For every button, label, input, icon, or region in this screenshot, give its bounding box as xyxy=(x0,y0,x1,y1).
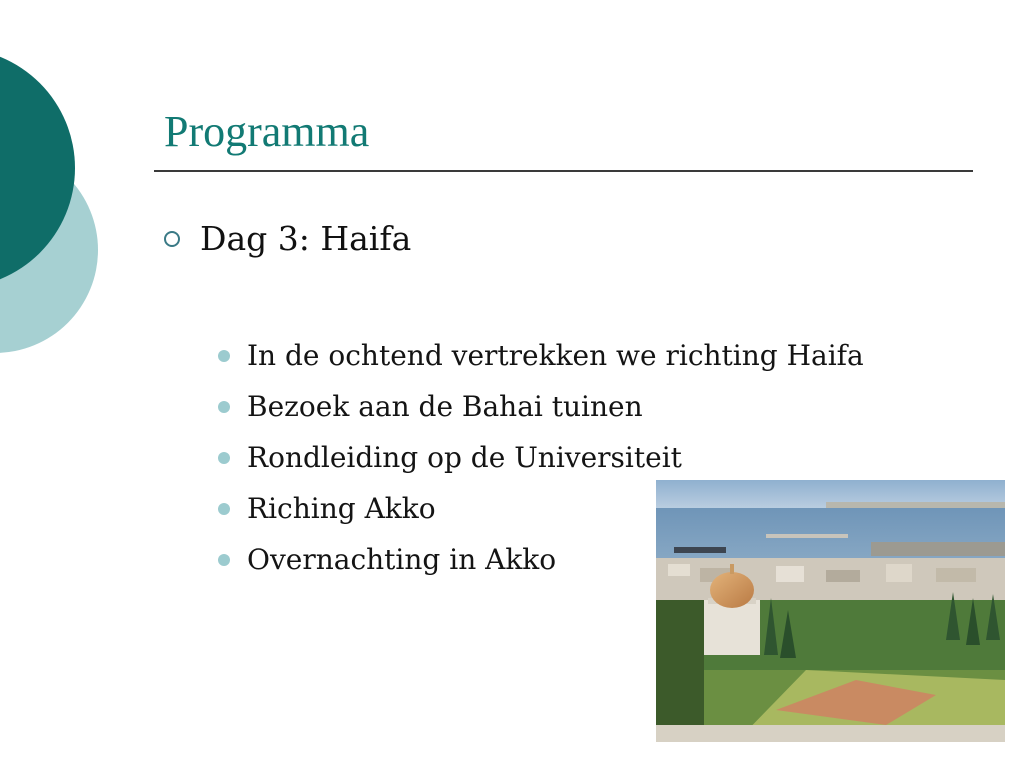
main-bullet-text: Dag 3: Haifa xyxy=(200,219,412,258)
dot-bullet-icon xyxy=(218,401,230,413)
haifa-gardens-photo xyxy=(656,480,1005,742)
sub-bullet-item xyxy=(218,330,864,381)
dot-bullet-icon xyxy=(218,452,230,464)
slide-title: Programma xyxy=(164,107,370,156)
title-divider xyxy=(154,170,973,172)
dot-bullet-icon xyxy=(218,350,230,362)
sub-bullet-text: Overnachting in Akko xyxy=(247,542,557,576)
sub-bullet-text: Bezoek aan de Bahai tuinen xyxy=(247,389,643,423)
hollow-circle-bullet-icon xyxy=(164,231,180,247)
sub-bullet-item xyxy=(218,432,864,483)
dot-bullet-icon xyxy=(218,503,230,515)
sub-bullet-text: In de ochtend vertrekken we richting Haifa xyxy=(247,338,864,372)
decorative-circles xyxy=(0,0,110,410)
sub-bullet-text: Rondleiding op de Universiteit xyxy=(247,440,682,474)
dot-bullet-icon xyxy=(218,554,230,566)
main-bullet xyxy=(164,216,411,262)
sub-bullet-text: Riching Akko xyxy=(247,491,436,525)
sub-bullet-item xyxy=(218,381,864,432)
